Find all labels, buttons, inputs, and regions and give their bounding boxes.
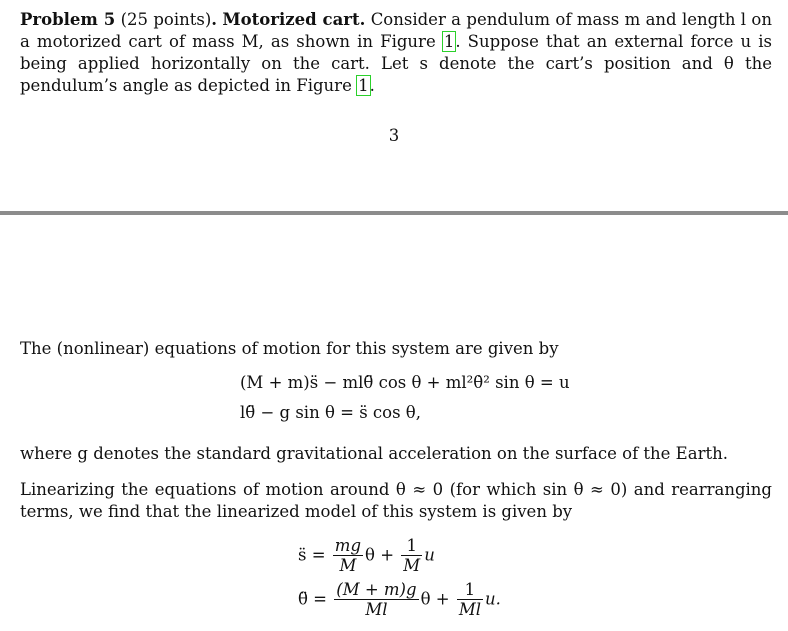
eq2-fraction-1 — [334, 580, 418, 620]
figure-ref-link[interactable]: 1 — [358, 76, 369, 95]
eq2-tail: u. — [485, 589, 501, 609]
eq1-frac2-numerator: 1 — [401, 536, 422, 556]
eq2-frac1-denominator: Ml — [365, 600, 388, 619]
problem-text-3: . — [369, 76, 375, 95]
nonlinear-equation-2: lθ̈ − g sin θ = s̈ cos θ, — [240, 403, 421, 422]
eq1-fraction-2 — [401, 536, 422, 576]
eq1-tail: u — [424, 545, 435, 565]
eq1-fraction-1 — [333, 536, 363, 576]
figure-ref-link[interactable]: 1 — [443, 32, 455, 51]
linear-equation-2 — [298, 580, 501, 620]
problem-statement: Problem 5 (25 points). Motorized cart. Consider a pendulum of mass m and length l on a motorized cart of mass M, as shown in Figure 1. Suppose that an external force u is being applied horizontally on the cart. Let s denote the cart’s position and θ the pendulum’s angle as depicted in Figure 1. — [20, 10, 772, 95]
eq2-frac1-numerator: (M + m)g — [336, 580, 417, 599]
intro-paragraph: The (nonlinear) equations of motion for this system are given by — [20, 339, 559, 358]
problem-points: (25 points) — [120, 10, 212, 29]
problem-text-1: Consider a pendulum of mass m and length l on a motorized cart of mass M, as shown in Figure — [20, 10, 772, 51]
page-divider — [0, 211, 788, 215]
eq2-lhs: θ̈ = — [298, 589, 328, 609]
page-number: 3 — [388, 126, 400, 145]
eq2-middle: θ + — [420, 589, 450, 609]
problem-text-2: . Suppose that an external force u is being applied horizontally on the cart. Let s denote the cart’s position and θ the pendulum’s angle as depicted in Figure — [20, 32, 772, 95]
eq2-frac2-denominator: Ml — [458, 600, 481, 619]
linearize-paragraph: Linearizing the equations of motion around θ ≈ 0 (for which sin θ ≈ 0) and rearranging terms, we find that the linearized model of this system is given by — [20, 480, 772, 521]
nonlinear-equation-1: (M + m)s̈ − mlθ̈ cos θ + ml²θ̇² sin θ = u — [240, 373, 570, 392]
eq1-frac2-denominator: M — [403, 556, 421, 575]
problem-label: Problem 5 — [20, 10, 116, 29]
eq1-frac1-denominator: M — [339, 556, 357, 575]
eq1-frac1-numerator: mg — [334, 536, 362, 555]
problem-title: Motorized cart. — [222, 10, 366, 29]
gravity-paragraph: where g denotes the standard gravitational acceleration on the surface of the Earth. — [20, 444, 728, 463]
eq1-middle: θ + — [365, 545, 395, 565]
eq1-lhs: s̈ = — [298, 545, 326, 565]
eq2-frac2-numerator: 1 — [457, 580, 483, 600]
eq2-fraction-2 — [457, 580, 483, 620]
linear-equation-1 — [298, 536, 435, 576]
